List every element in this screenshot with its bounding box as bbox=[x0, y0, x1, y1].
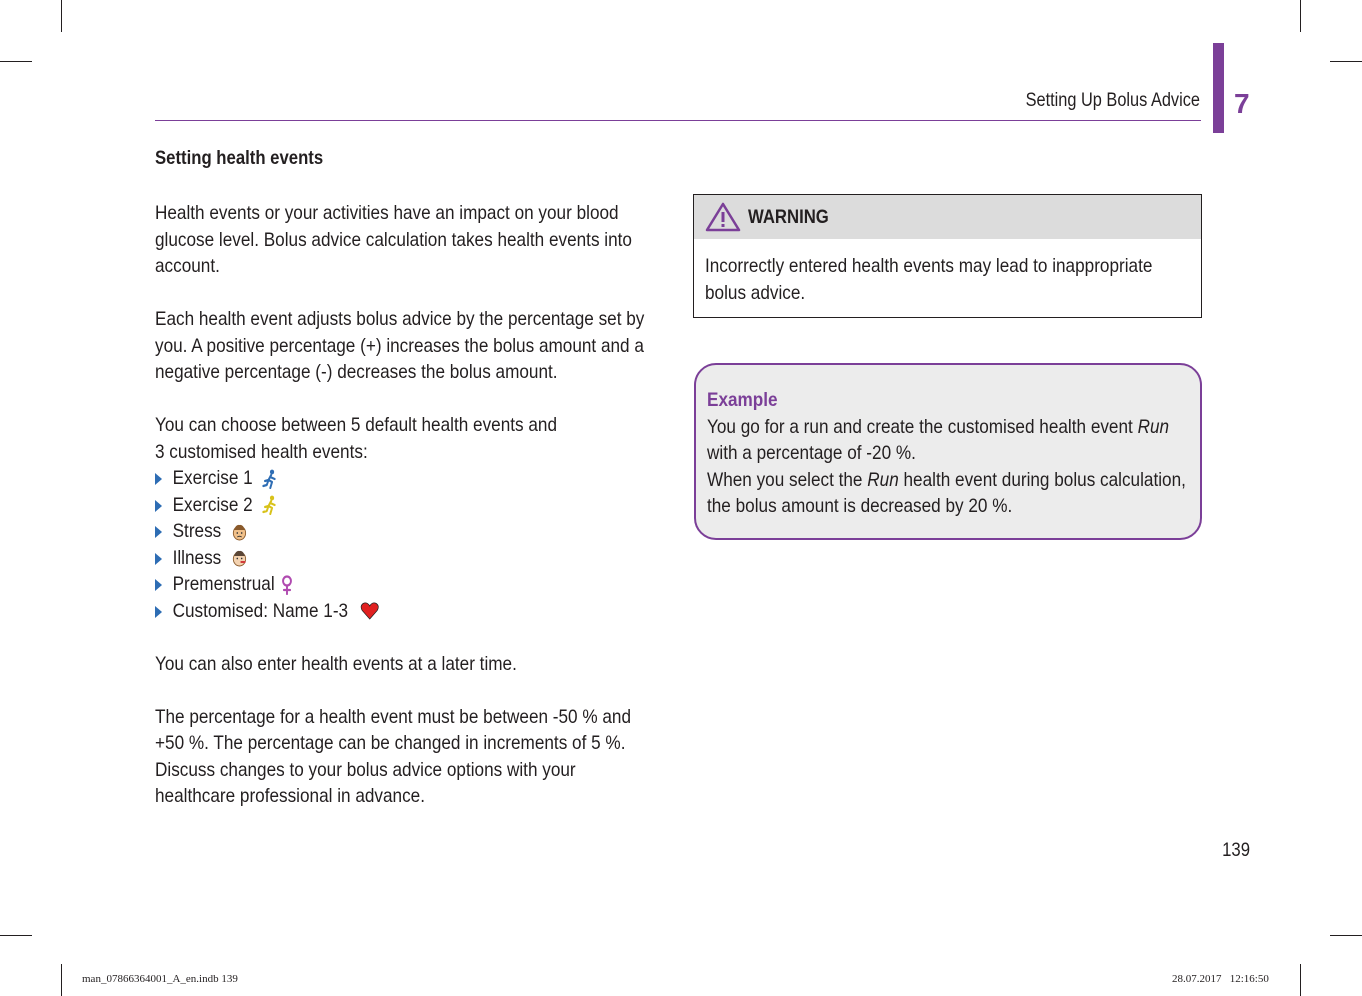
bullet-triangle-icon bbox=[155, 473, 162, 485]
bullet-triangle-icon bbox=[155, 606, 162, 618]
warning-title: WARNING bbox=[748, 207, 829, 228]
body-column bbox=[155, 200, 648, 810]
event-label: Customised: Name 1-3 bbox=[172, 599, 349, 622]
crop-mark bbox=[61, 964, 62, 996]
heart-icon bbox=[360, 602, 379, 620]
event-label: Exercise 2 bbox=[172, 493, 253, 516]
paragraph-limits: The percentage for a health event must be between -50 % and +50 %. The percentage can be changed in increments of 5 %. Discuss changes to your bolus advice options with your healthcare professional in advance. bbox=[155, 705, 632, 807]
example-title: Example bbox=[707, 389, 778, 411]
event-label: Stress bbox=[172, 520, 222, 542]
print-slug-filename: man_07866364001_A_en.indb 139 bbox=[82, 973, 238, 985]
list-item bbox=[155, 492, 648, 519]
chapter-number: 7 bbox=[1234, 88, 1250, 119]
illness-icon bbox=[231, 549, 247, 567]
example-line-2: with a percentage of -20 %. bbox=[707, 442, 916, 464]
warning-icon bbox=[705, 202, 741, 232]
running-header-title: Setting Up Bolus Advice bbox=[1025, 90, 1200, 111]
event-label: Exercise 1 bbox=[172, 467, 253, 489]
crop-mark bbox=[1330, 61, 1362, 62]
health-event-list bbox=[155, 465, 648, 624]
crop-mark bbox=[0, 61, 32, 62]
crop-mark bbox=[61, 0, 62, 32]
event-label: Illness bbox=[172, 546, 222, 569]
crop-mark bbox=[1330, 935, 1362, 936]
list-item bbox=[155, 545, 648, 572]
print-slug-timestamp: 28.07.2017 12:16:50 bbox=[1172, 973, 1269, 985]
exercise-2-icon bbox=[263, 495, 279, 515]
stress-icon bbox=[231, 523, 247, 541]
list-item bbox=[155, 518, 648, 545]
warning-text: Incorrectly entered health events may lead to inappropriate bolus advice. bbox=[705, 255, 1153, 304]
chapter-tab-bar bbox=[1213, 43, 1224, 133]
example-run-italic: Run bbox=[1137, 415, 1170, 438]
list-item bbox=[155, 465, 648, 492]
bullet-triangle-icon bbox=[155, 526, 162, 538]
warning-header bbox=[694, 195, 1201, 239]
bullet-triangle-icon bbox=[155, 500, 162, 512]
paragraph-later-time: You can also enter health events at a later time. bbox=[155, 652, 517, 675]
list-item bbox=[155, 598, 648, 625]
crop-mark bbox=[1300, 964, 1301, 996]
paragraph-intro: Health events or your activities have an impact on your blood glucose level. Bolus advice calculation takes health events into account. bbox=[155, 202, 632, 277]
example-line-1: You go for a run and create the customised health event Run bbox=[707, 415, 1170, 438]
example-content bbox=[707, 387, 1195, 520]
crop-mark bbox=[0, 935, 32, 936]
bullet-triangle-icon bbox=[155, 579, 162, 591]
warning-box bbox=[693, 194, 1202, 318]
list-item bbox=[155, 571, 648, 598]
section-heading: Setting health events bbox=[155, 148, 324, 169]
paragraph-percentage: Each health event adjusts bolus advice by the percentage set by you. A positive percentage (+) increases the bolus amount and a negative percentage (-) decreases the bolus amount. bbox=[155, 308, 645, 383]
example-line-3: When you select the Run health event during bolus calculation, the bolus amount is decreased by 20 %. bbox=[707, 468, 1186, 517]
page-number: 139 bbox=[1222, 840, 1250, 861]
crop-mark bbox=[1300, 0, 1301, 32]
header-rule bbox=[155, 120, 1201, 121]
exercise-1-icon bbox=[263, 469, 279, 489]
example-box bbox=[694, 363, 1202, 540]
bullet-triangle-icon bbox=[155, 553, 162, 565]
example-run-italic: Run bbox=[867, 468, 899, 491]
event-label: Premenstrual bbox=[172, 573, 275, 595]
premenstrual-icon bbox=[281, 575, 293, 595]
paragraph-choose-line2: 3 customised health events: bbox=[155, 440, 368, 463]
paragraph-choose-line1: You can choose between 5 default health events and bbox=[155, 414, 557, 436]
